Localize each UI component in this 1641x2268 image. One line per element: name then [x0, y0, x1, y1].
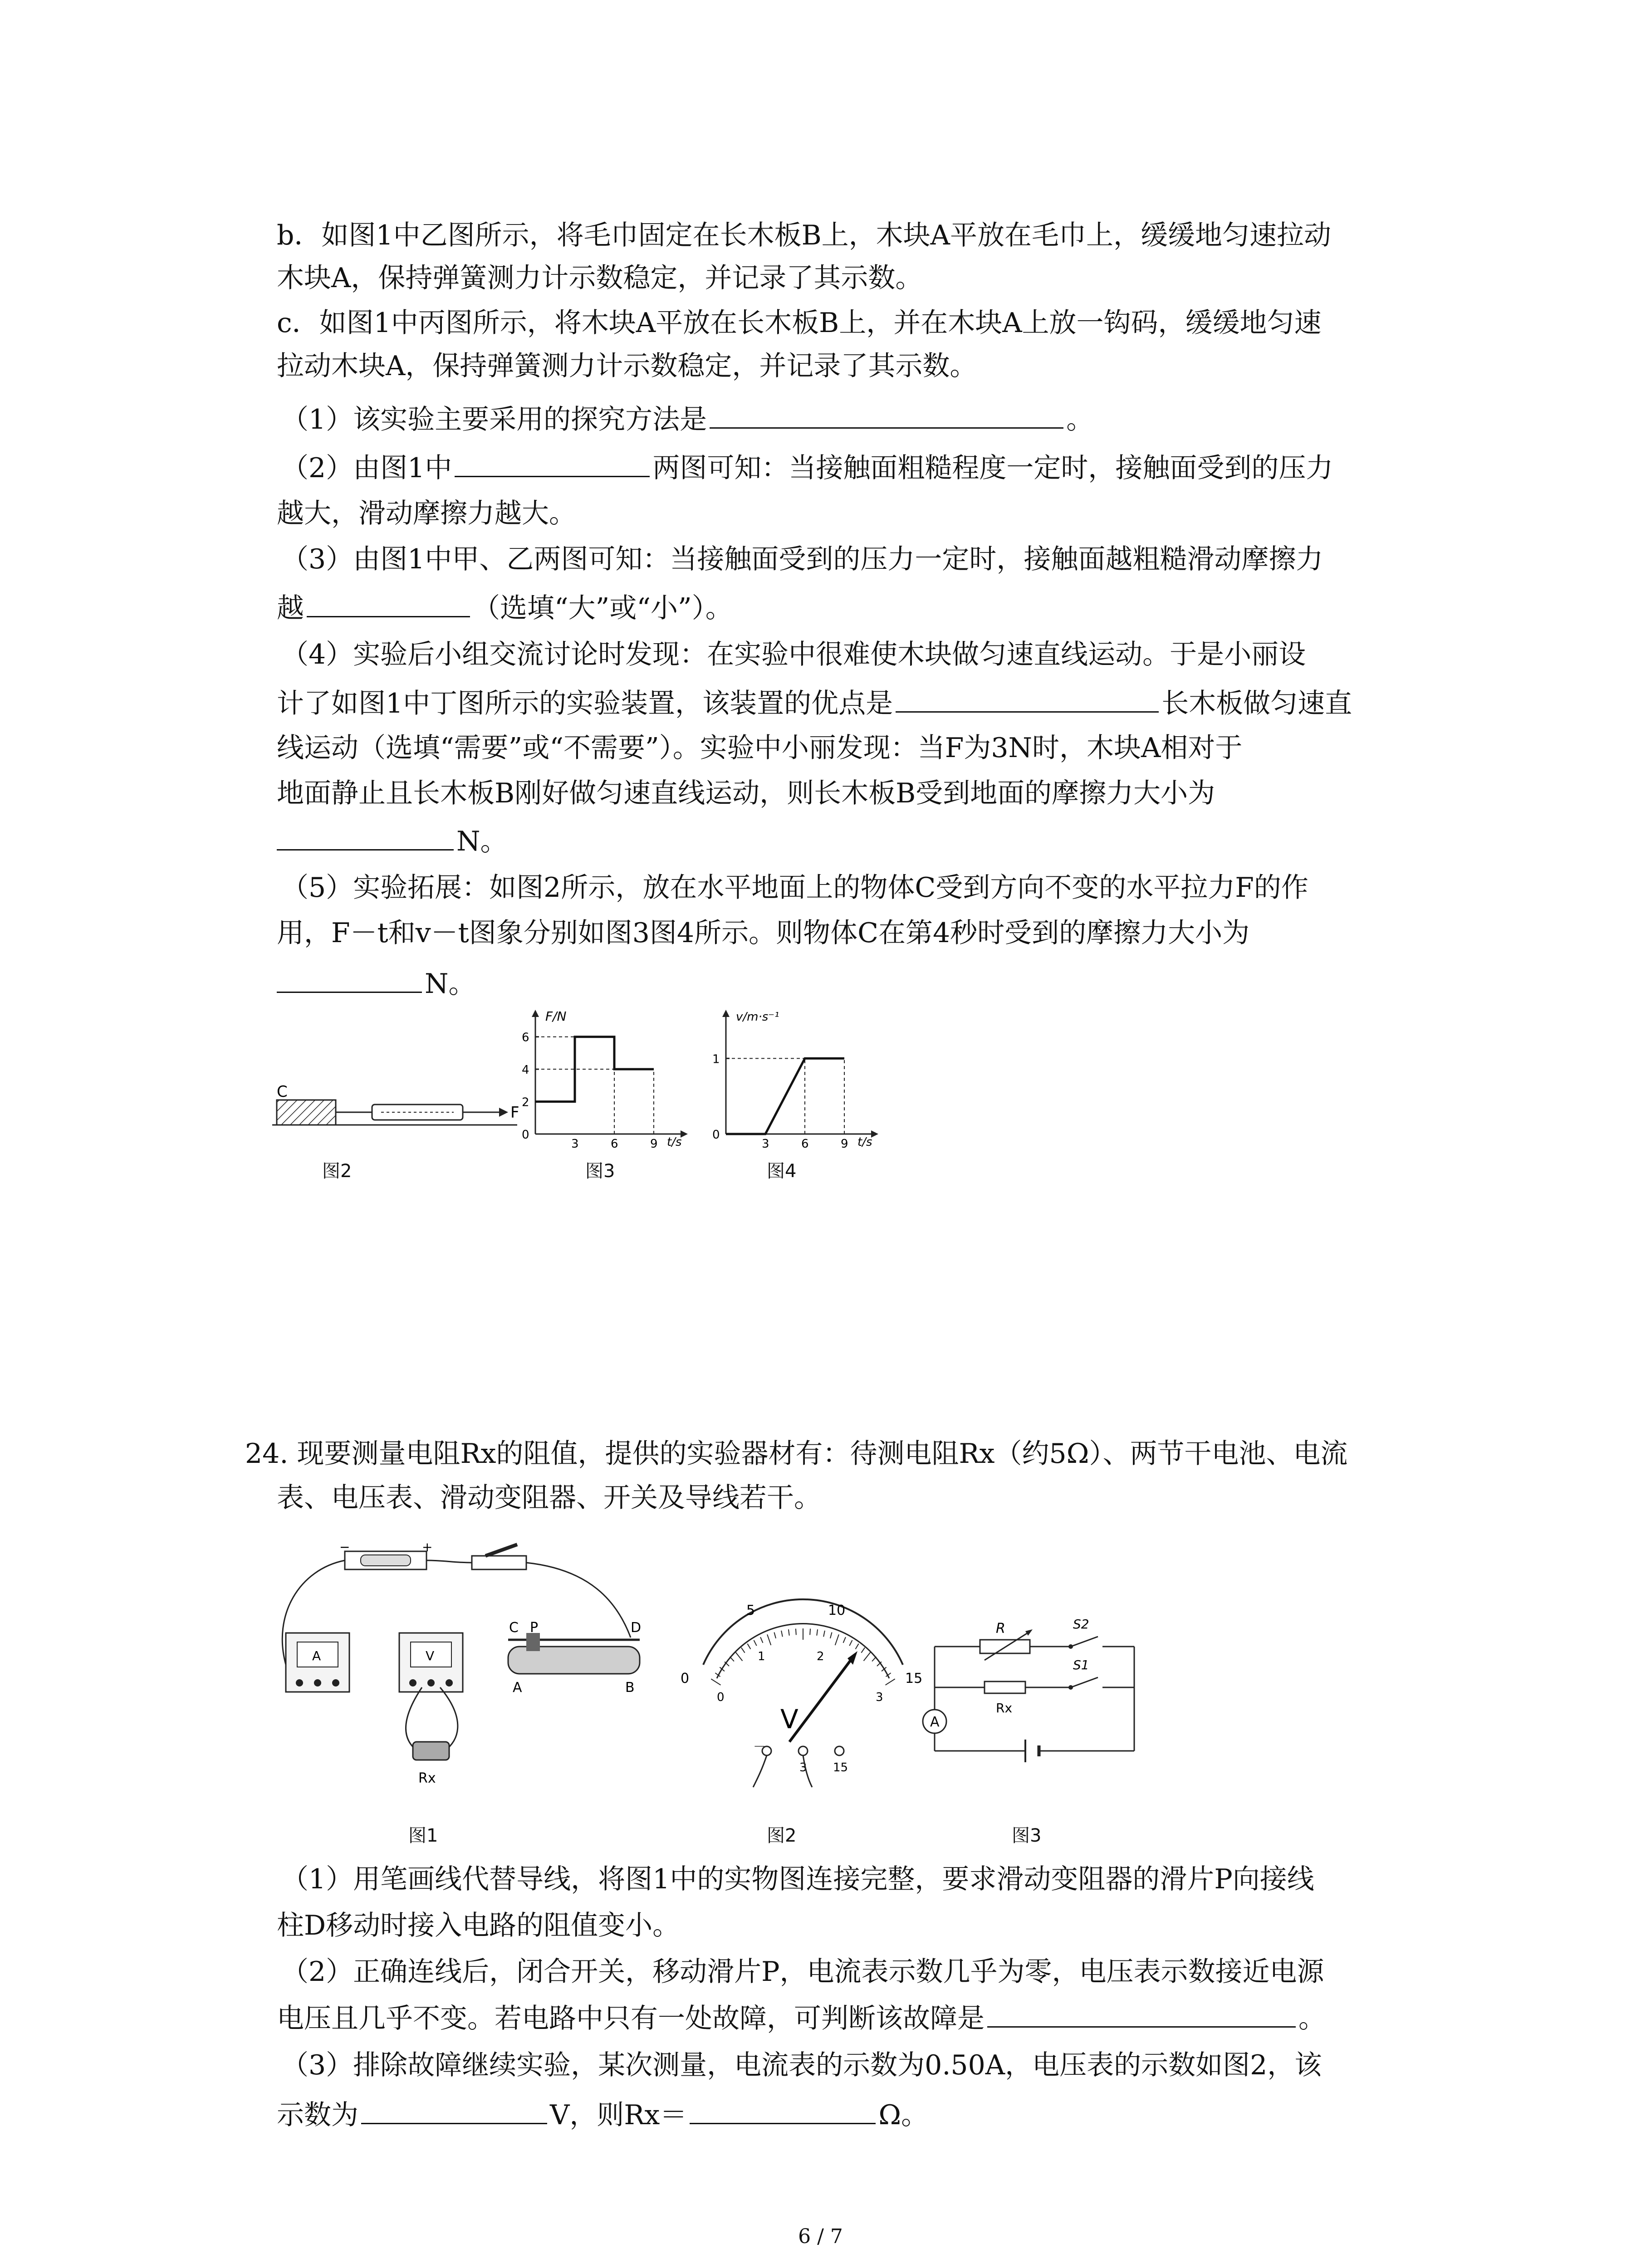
dial-tick: [741, 1647, 745, 1652]
q23-p4-answer-blank-1[interactable]: [896, 683, 1159, 713]
terminal-15-label: 15: [833, 1761, 848, 1774]
rx-resistor-shape: [413, 1742, 449, 1760]
terminal-p: P: [530, 1620, 539, 1636]
q24-p1-line2: 柱D移动时接入电路的阻值变小。: [277, 1910, 680, 1941]
fig3-xlabel: t/s: [667, 1135, 682, 1149]
q23-p1-text: （1）该实验主要采用的探究方法是: [281, 404, 707, 435]
q23-p5-line2: 用，F－t和v－t图象分别如图3图4所示。则物体C在第4秒时受到的摩擦力大小为: [277, 917, 1250, 949]
fig4-ytick-label: 0: [712, 1128, 720, 1142]
q23-b-line1: b．如图1中乙图所示，将毛巾固定在长木板B上，木块A平放在毛巾上，缓缓地匀速拉动: [277, 220, 1332, 251]
q24-p1-line1: （1）用笔画线代替导线，将图1中的实物图连接完整，要求滑动变阻器的滑片P向接线: [281, 1863, 1314, 1895]
terminal-a: A: [513, 1680, 522, 1696]
fig4-xtick-label: 6: [801, 1137, 809, 1151]
meter-v-letter: V: [780, 1704, 798, 1735]
q24-p3-text: 示数为: [277, 2099, 358, 2131]
svg-text:−: −: [339, 1540, 350, 1554]
dial-tick: [843, 1637, 846, 1643]
q23-p3-end: （选填“大”或“小”）。: [473, 592, 733, 624]
block-c-shape: [277, 1100, 336, 1125]
fig4-ytick-label: 1: [712, 1052, 720, 1066]
fig3-xtick-label: 9: [650, 1137, 658, 1151]
q24-p2-text: 电压且几乎不变。若电路中只有一处故障，可判断该故障是: [277, 2003, 985, 2034]
q23-p5-answer-blank[interactable]: [277, 963, 422, 993]
dial-tick: [760, 1637, 763, 1643]
label-rx: Rx: [996, 1701, 1013, 1716]
scale-top-15: 15: [905, 1671, 923, 1686]
q23-fig2-diagram: [272, 1080, 517, 1143]
switch-shape: [472, 1556, 526, 1569]
q24-fig2-voltmeter-dial: [676, 1592, 930, 1787]
dial-tick: [872, 1657, 876, 1661]
q24-p2-line1: （2）正确连线后，闭合开关，移动滑片P，电流表示数几乎为零，电压表示数接近电源: [281, 1956, 1324, 1988]
terminal-neg-label: －: [753, 1739, 766, 1754]
switch-s2-blade: [1071, 1637, 1098, 1647]
dial-tick: [730, 1657, 734, 1661]
q24-p3-unit: Ω。: [878, 2099, 929, 2131]
fig1-rx-label: Rx: [418, 1770, 436, 1786]
q24-p3-answer-blank-resistance[interactable]: [690, 2095, 876, 2124]
q23-p2-text: （2）由图1中: [281, 452, 452, 484]
voltmeter-needle: [789, 1660, 851, 1742]
q23-p4-text2: 长木板做匀速直: [1161, 688, 1352, 719]
terminal-3v-icon: [798, 1746, 808, 1755]
force-label: F: [510, 1104, 519, 1122]
q23-fig4-chart: [708, 1007, 880, 1151]
q23-p4-unit: N。: [456, 826, 508, 857]
dial-tick: [830, 1633, 832, 1638]
dial-tick: [886, 1679, 895, 1685]
dial-tick: [774, 1633, 776, 1638]
q23-p3-answer-blank[interactable]: [307, 588, 470, 617]
q23-c-line2: 拉动木块A，保持弹簧测力计示数稳定，并记录了其示数。: [277, 350, 977, 382]
fig4-xtick-label: 3: [762, 1137, 769, 1151]
q23-b-line2: 木块A，保持弹簧测力计示数稳定，并记录了其示数。: [277, 262, 923, 294]
q23-c-line1: c．如图1中丙图所示，将木块A平放在长木板B上，并在木块A上放一钩码，缓缓地匀速: [277, 307, 1322, 339]
dial-tick: [861, 1647, 865, 1652]
dial-tick: [735, 1652, 743, 1661]
q24-stem-line2: 表、电压表、滑动变阻器、开关及导线若干。: [277, 1482, 821, 1514]
dial-tick: [711, 1679, 720, 1685]
q23-p4-answer-blank-2[interactable]: [277, 821, 454, 850]
switch-s1-blade: [1071, 1677, 1098, 1687]
dial-tick: [781, 1631, 783, 1637]
q24-fig1-apparatus: [272, 1542, 681, 1796]
q24-fig3-label: 图3: [1012, 1825, 1042, 1846]
q24-part2-line2: [277, 1998, 1326, 2039]
q24-p3-text2: V，则Rx＝: [550, 2099, 687, 2131]
q23-part1: [281, 399, 1093, 440]
q23-p3-text: 越: [277, 592, 304, 624]
q23-p2-text2: 两图可知：当接触面粗糙程度一定时，接触面受到的压力: [652, 452, 1333, 484]
dial-tick: [849, 1640, 852, 1646]
fig3-ylabel: F/N: [545, 1009, 567, 1024]
scale-bottom-1: 1: [758, 1650, 765, 1663]
dial-tick: [767, 1634, 771, 1645]
terminal-b: B: [625, 1680, 635, 1696]
slider-p-shape: [526, 1633, 540, 1651]
q24-fig1-label: 图1: [408, 1825, 438, 1846]
terminal-15v-icon: [835, 1746, 844, 1755]
scale-top-5: 5: [746, 1603, 755, 1618]
fig3-xtick-label: 3: [571, 1137, 579, 1151]
q23-part4-line5: [277, 821, 508, 862]
q23-part5-line3: [277, 963, 476, 1004]
dial-tick: [835, 1634, 839, 1645]
fig4-xtick-label: 9: [841, 1137, 848, 1151]
block-c-label: C: [277, 1083, 288, 1101]
q24-p3-line1: （3）排除故障继续实验，某次测量，电流表的示数为0.50A，电压表的示数如图2，该: [281, 2049, 1322, 2081]
q23-p1-answer-blank[interactable]: [710, 399, 1063, 429]
q23-p3-line1: （3）由图1中甲、乙两图可知：当接触面受到的压力一定时，接触面越粗糙滑动摩擦力: [281, 543, 1323, 575]
dial-tick: [823, 1631, 825, 1637]
q23-fig3-chart: [517, 1007, 690, 1151]
q23-fig2-label: 图2: [322, 1161, 352, 1182]
page-number: 6 / 7: [798, 2225, 843, 2248]
q24-stem-line1: 24. 现要测量电阻Rx的阻值，提供的实验器材有：待测电阻Rx（约5Ω）、两节干电池、电流: [245, 1438, 1348, 1470]
scale-top-0: 0: [681, 1671, 690, 1686]
q23-p4-text: 计了如图1中丁图所示的实验装置，该装置的优点是: [277, 688, 893, 719]
terminal-d: D: [631, 1620, 642, 1636]
q23-p2-answer-blank[interactable]: [455, 448, 650, 477]
fig4-ylabel: v/m·s⁻¹: [736, 1010, 779, 1024]
label-s2: S2: [1073, 1617, 1089, 1632]
fig4-velocity-line: [726, 1058, 844, 1134]
force-arrow-icon: [499, 1108, 508, 1117]
label-s1: S1: [1073, 1657, 1089, 1672]
q24-p2-answer-blank[interactable]: [987, 1998, 1296, 2028]
q24-p2-end: 。: [1298, 2003, 1326, 2034]
dial-tick: [754, 1640, 756, 1646]
fig3-xtick-label: 6: [611, 1137, 618, 1151]
q23-part2: [281, 448, 1333, 489]
q23-fig3-label: 图3: [585, 1161, 615, 1182]
q23-p1-end: 。: [1066, 404, 1094, 435]
q24-fig2-label: 图2: [767, 1825, 797, 1846]
terminal-c: C: [509, 1620, 519, 1636]
dial-tick: [747, 1644, 750, 1649]
q23-part4-line2: [277, 683, 1352, 724]
q24-fig3-circuit: [916, 1601, 1152, 1765]
scale-bottom-0: 0: [717, 1691, 725, 1704]
voltmeter-letter: V: [426, 1648, 435, 1663]
scale-top-10: 10: [828, 1603, 846, 1618]
q24-part3-line2: [277, 2095, 928, 2136]
terminal-3-label: 3: [799, 1761, 807, 1774]
scale-bottom-3: 3: [876, 1691, 883, 1704]
q23-p4-line3: 线运动（选填“需要”或“不需要”）。实验中小丽发现：当F为3N时，木块A相对于: [277, 732, 1243, 764]
dial-tick: [856, 1644, 859, 1649]
fig4-xlabel: t/s: [857, 1135, 872, 1149]
svg-text:+: +: [422, 1540, 433, 1554]
fig3-ytick-label: 4: [522, 1063, 529, 1077]
q23-fig4-label: 图4: [767, 1161, 797, 1182]
q23-p4-line4: 地面静止且长木板B刚好做匀速直线运动，则长木板B受到地面的摩擦力大小为: [277, 777, 1215, 809]
rx-symbol: [985, 1681, 1025, 1693]
ammeter-letter: A: [312, 1648, 321, 1663]
q23-p5-unit: N。: [425, 968, 476, 1000]
q23-p4-line1: （4）实验后小组交流讨论时发现：在实验中很难使木块做匀速直线运动。于是小丽设: [281, 639, 1306, 670]
scale-bottom-2: 2: [817, 1650, 824, 1663]
ammeter-a-label: A: [930, 1714, 940, 1730]
dial-tick: [817, 1629, 818, 1636]
fig3-ytick-label: 6: [522, 1031, 529, 1045]
label-r: R: [996, 1621, 1005, 1637]
fig3-ytick-label: 2: [522, 1095, 529, 1110]
q23-p2-line2: 越大，滑动摩擦力越大。: [277, 498, 576, 529]
q24-p3-answer-blank-voltage[interactable]: [361, 2095, 547, 2124]
dial-tick: [864, 1652, 871, 1661]
q23-p5-line1: （5）实验拓展：如图2所示，放在水平地面上的物体C受到方向不变的水平拉力F的作: [281, 872, 1308, 904]
q23-part3-line2: [277, 588, 733, 629]
fig3-ytick-label: 0: [522, 1128, 529, 1142]
